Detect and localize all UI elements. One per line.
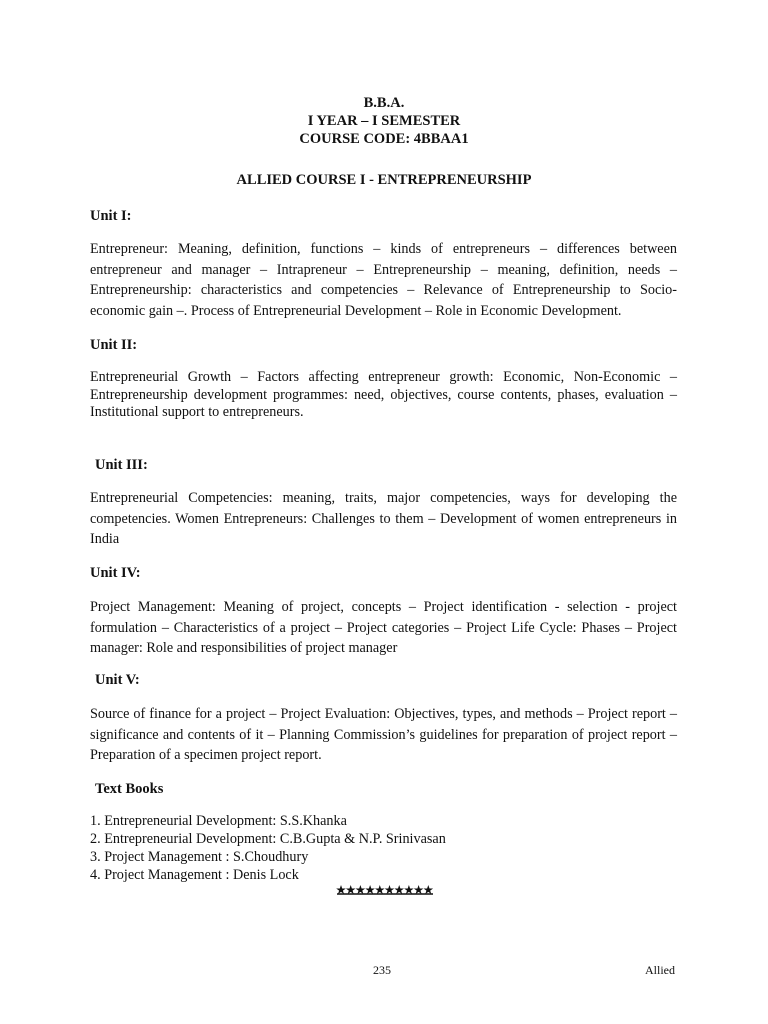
course-code: COURSE CODE: 4BBAA1 — [299, 131, 469, 147]
list-item: 4. Project Management : Denis Lock — [90, 867, 299, 883]
unit-2-heading: Unit II: — [90, 337, 138, 353]
year-semester: I YEAR – I SEMESTER — [307, 113, 461, 129]
unit-5-heading: Unit V: — [95, 672, 140, 688]
footer-tag: Allied — [645, 963, 675, 977]
list-item: 3. Project Management : S.Choudhury — [90, 849, 309, 865]
document-header — [0, 94, 768, 148]
star-divider — [336, 883, 434, 897]
page-number: 235 — [373, 963, 391, 977]
text-books-heading: Text Books — [95, 781, 164, 797]
text-books-list — [90, 812, 446, 884]
unit-4-text: Project Management: Meaning of project, concepts – Project identification - selection - project formulation – Characteristics of a project – Project categories – Project Life Cycle: Phases – Project manager: Role and responsibilities of project manager — [90, 599, 677, 656]
unit-3-text: Entrepreneurial Competencies: meaning, traits, major competencies, ways for developing the competencies. Women Entrepreneurs: Challenges to them – Development of women entrepreneurs in India — [90, 490, 677, 547]
unit-2-text: Entrepreneurial Growth – Factors affecting entrepreneur growth: Economic, Non-Economic – Entrepreneurship development programmes: need, objectives, course contents, phases, evaluation – Institutional support to entrepreneurs. — [90, 369, 677, 420]
list-item: 1. Entrepreneurial Development: S.S.Khanka — [90, 813, 347, 829]
unit-4-heading: Unit IV: — [90, 565, 141, 581]
list-item: 2. Entrepreneurial Development: C.B.Gupta & N.P. Srinivasan — [90, 831, 446, 847]
unit-1-heading: Unit I: — [90, 208, 132, 224]
program-name: B.B.A. — [363, 95, 405, 111]
unit-1-text: Entrepreneur: Meaning, definition, functions – kinds of entrepreneurs – differences between entrepreneur and manager – Intrapreneur – Entrepreneurship – meaning, definition, needs – Entrepreneurship: characteristics and competencies – Relevance of Entrepreneurship to Socio-economic gain –. Process of Entrepreneurial Development – Role in Economic Development. — [90, 241, 677, 319]
unit-3-heading: Unit III: — [95, 457, 148, 473]
course-title: ALLIED COURSE I - ENTREPRENEURSHIP — [236, 172, 532, 188]
unit-5-text: Source of finance for a project – Project Evaluation: Objectives, types, and methods – Project report – significance and contents of it – Planning Commission’s guidelines for preparation of project report –Preparation of a specimen project report. — [90, 706, 677, 763]
